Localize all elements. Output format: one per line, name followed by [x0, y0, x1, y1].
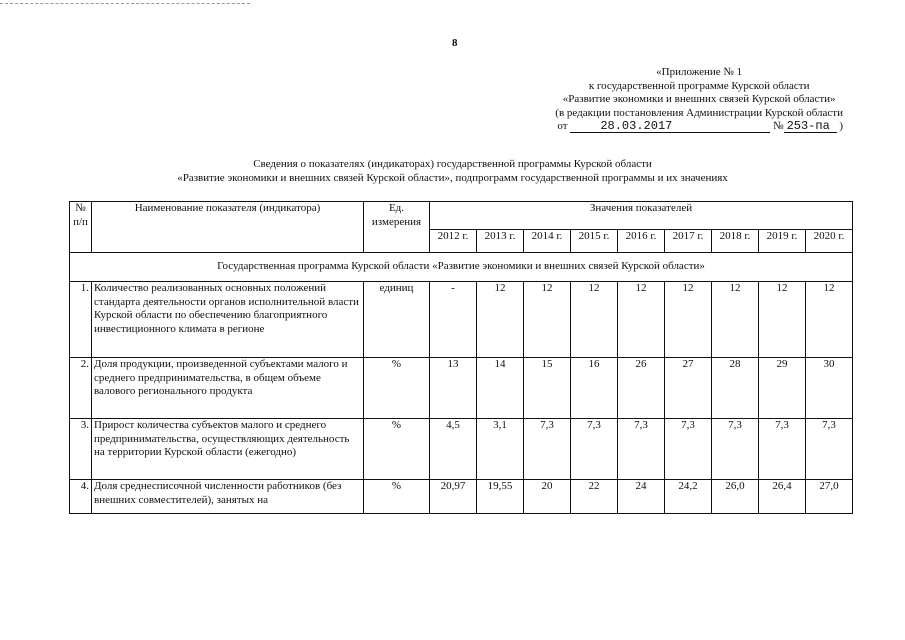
- appendix-date-line: [555, 120, 843, 134]
- value-cell: 29: [759, 358, 806, 419]
- value-cell: 12: [618, 282, 665, 358]
- value-cell: 20: [524, 480, 571, 514]
- appendix-line-3: «Развитие экономики и внешних связей Курской области»: [562, 93, 836, 105]
- value-cell: 12: [665, 282, 712, 358]
- table-row: [70, 282, 853, 358]
- title-line-1: Сведения о показателях (индикаторах) государственной программы Курской области: [253, 158, 652, 170]
- value-cell: 7,3: [806, 419, 853, 480]
- decree-date: 28.03.2017: [570, 120, 770, 133]
- value-cell: 20,97: [430, 480, 477, 514]
- unit-cell: %: [364, 419, 430, 480]
- header-unit: Ед. измерения: [364, 202, 430, 253]
- header-year: 2017 г.: [665, 230, 712, 253]
- row-number: 1.: [70, 282, 92, 358]
- value-cell: 27: [665, 358, 712, 419]
- value-cell: 27,0: [806, 480, 853, 514]
- appendix-header: [555, 66, 843, 134]
- value-cell: 12: [759, 282, 806, 358]
- value-cell: -: [430, 282, 477, 358]
- table-row: [70, 419, 853, 480]
- number-prefix: №: [773, 120, 784, 132]
- date-prefix: от: [557, 120, 568, 132]
- header-no: № п/п: [70, 202, 92, 253]
- header-year: 2012 г.: [430, 230, 477, 253]
- value-cell: 12: [571, 282, 618, 358]
- value-cell: 22: [571, 480, 618, 514]
- appendix-line-4: (в редакции постановления Администрации Курской области: [555, 106, 843, 119]
- value-cell: 28: [712, 358, 759, 419]
- table-row: [70, 480, 853, 514]
- unit-cell: единиц: [364, 282, 430, 358]
- title-line-2: «Развитие экономики и внешних связей Курской области», подпрограмм государственной программы и их значениях: [177, 172, 728, 184]
- value-cell: 30: [806, 358, 853, 419]
- value-cell: 19,55: [477, 480, 524, 514]
- value-cell: 7,3: [571, 419, 618, 480]
- row-number: 3.: [70, 419, 92, 480]
- indicator-name: Доля продукции, произведенной субъектами малого и среднего предпринимательства, в общем объеме валового регионального продукта: [92, 358, 364, 419]
- value-cell: 26,0: [712, 480, 759, 514]
- value-cell: 12: [806, 282, 853, 358]
- row-number: 4.: [70, 480, 92, 514]
- value-cell: 13: [430, 358, 477, 419]
- table-row: [70, 358, 853, 419]
- header-name: Наименование показателя (индикатора): [92, 202, 364, 253]
- value-cell: 3,1: [477, 419, 524, 480]
- header-year: 2016 г.: [618, 230, 665, 253]
- header-year: 2018 г.: [712, 230, 759, 253]
- header-year: 2013 г.: [477, 230, 524, 253]
- closing-paren: ): [839, 120, 843, 132]
- unit-cell: %: [364, 480, 430, 514]
- value-cell: 7,3: [524, 419, 571, 480]
- header-year: 2014 г.: [524, 230, 571, 253]
- header-year: 2019 г.: [759, 230, 806, 253]
- value-cell: 4,5: [430, 419, 477, 480]
- value-cell: 16: [571, 358, 618, 419]
- indicator-name: Количество реализованных основных положений стандарта деятельности органов исполнительной власти Курской области по обеспечению благоприятного инвестиционного климата в регионе: [92, 282, 364, 358]
- header-values-group: Значения показателей: [430, 202, 853, 230]
- value-cell: 7,3: [759, 419, 806, 480]
- header-row: [70, 202, 853, 230]
- value-cell: 7,3: [618, 419, 665, 480]
- value-cell: 24,2: [665, 480, 712, 514]
- header-year: 2020 г.: [806, 230, 853, 253]
- page-number: 8: [452, 37, 458, 49]
- top-dashed-line: [0, 3, 250, 4]
- value-cell: 7,3: [712, 419, 759, 480]
- value-cell: 12: [712, 282, 759, 358]
- decree-number: 253-па: [784, 120, 837, 133]
- value-cell: 15: [524, 358, 571, 419]
- header-year: 2015 г.: [571, 230, 618, 253]
- document-title: [0, 157, 905, 185]
- section-title: Государственная программа Курской области «Развитие экономики и внешних связей Курской области»: [70, 253, 853, 282]
- row-number: 2.: [70, 358, 92, 419]
- value-cell: 26: [618, 358, 665, 419]
- unit-cell: %: [364, 358, 430, 419]
- value-cell: 14: [477, 358, 524, 419]
- indicators-table: [69, 201, 853, 514]
- section-row: [70, 253, 853, 282]
- indicator-name: Доля среднесписочной численности работников (без внешних совместителей), занятых на: [92, 480, 364, 514]
- appendix-line-1: «Приложение № 1: [656, 66, 743, 78]
- appendix-line-2: к государственной программе Курской области: [588, 79, 810, 92]
- value-cell: 26,4: [759, 480, 806, 514]
- value-cell: 12: [524, 282, 571, 358]
- value-cell: 12: [477, 282, 524, 358]
- value-cell: 7,3: [665, 419, 712, 480]
- indicator-name: Прирост количества субъектов малого и среднего предпринимательства, осуществляющих деятельность на территории Курской области (ежегодно): [92, 419, 364, 480]
- value-cell: 24: [618, 480, 665, 514]
